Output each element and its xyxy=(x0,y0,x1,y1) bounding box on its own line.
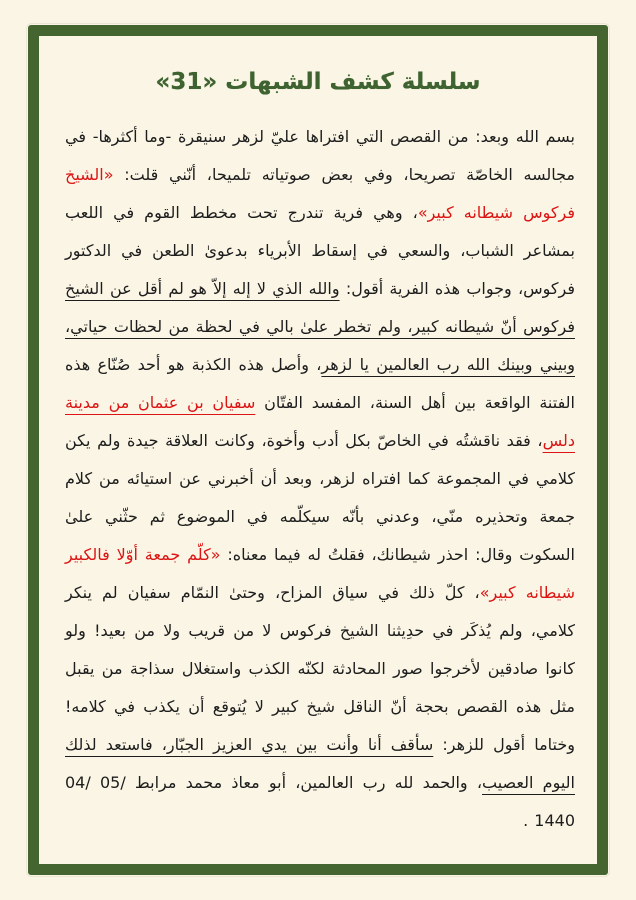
text-run-red: «الشيخ فركوس شيطانه كبير» xyxy=(65,165,576,222)
text-run-normal: ، وهي فرية تندرج تحت مخطط القوم في اللعب بمشاعر الشباب، والسعي في إسقاط الأبرياء بدعوىٰ الطعن في الدكتور فركوس، وجواب هذه الفرية أقول: xyxy=(65,203,575,298)
text-run-normal: ، كلّ ذلك في سياق المزاح، وحتىٰ النمّام سفيان لم ينكر كلامي، ولم يُذكَر في حدِيثنا الشيخ فركوس لا من قريب ولا من بعيد! ولو كانوا صادقين لأخرجوا صور المحادثة لكنّه الكذب واستغلال سذاجة من يقبل مثل هذه القصص بحجة أنّ الناقل شيخ كبير لا يُتوقع أن يكذب في كلامه! وختاما أقول للزهر: xyxy=(65,583,575,754)
text-run-normal: ، فقد ناقشتُه في الخاصّ بكل أدب وأخوة، وكانت العلاقة جيدة ولم يكن كلامي في المجموعة كما افتراه لزهر، وبعد أن أخبرني عن استيائه من كلام جمعة وتحذيره منّي، وعدني بأنّه سيكلّمه في الموضوع ثم حثّني علىٰ السكوت وقال: احذر شيطانك، فقلتُ له فيما معناه: xyxy=(65,431,576,564)
text-run-normal: ، وأصل هذه الكذبة هو أحد صُنّاع هذه الفتنة الواقعة بين أهل السنة، المفسد الفتّان xyxy=(65,355,575,412)
text-run-underline: والله الذي لا إله إلاّ هو لم أقل عن الشيخ فركوس أنّ شيطانه كبير، ولم تخطر علىٰ بالي في لحظة من لحظات حياتي، وبيني وبينك الله رب العالمين يا لزهر xyxy=(65,279,575,374)
text-run-normal: بسم الله وبعد: من القصص التي افتراها عليّ لزهر سنيقرة -وما أكثرها- في مجالسه الخاصّة تصريحا، وفي بعض صوتياته تلميحا، أنّني قلت: xyxy=(65,127,575,184)
decorative-green-frame xyxy=(28,25,608,875)
text-run-normal: ، والحمد لله رب العالمين، أبو معاذ محمد مرابط xyxy=(125,773,483,792)
text-run-underline: سأقف أنا وأنت بين يدي العزيز الجبّار، فاستعد لذلك اليوم العصيب xyxy=(65,735,575,792)
body-paragraph xyxy=(39,118,597,840)
document-title: سلسلة كشف الشبهات «31» xyxy=(155,69,481,95)
text-run-red: «كلّم جمعة أوّلا فالكبير شيطانه كبير» xyxy=(65,545,576,602)
text-run-normal: . xyxy=(523,811,535,830)
text-run-ltr: 04/ 05/ 1440 xyxy=(65,773,575,830)
text-run-red-underline: سفيان بن عثمان من مدينة دلس xyxy=(65,393,575,450)
